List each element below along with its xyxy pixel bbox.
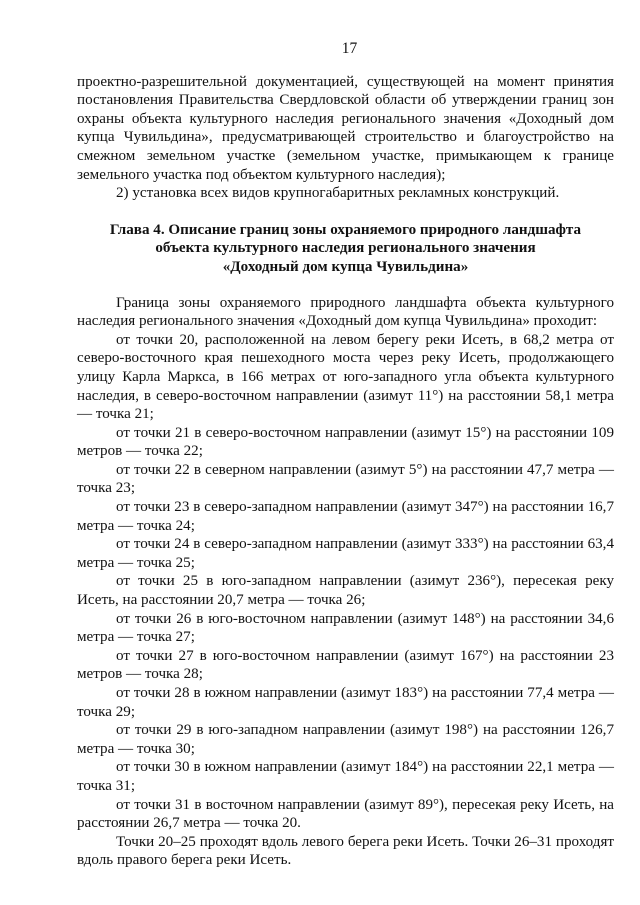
closing-paragraph: Точки 20–25 проходят вдоль левого берега реки Исеть. Точки 26–31 проходят вдоль правого берега реки Исеть. bbox=[77, 833, 614, 869]
boundary-segment: от точки 26 в юго-восточном направлении (азимут 148°) на расстоянии 34,6 метра — точка 27; bbox=[77, 610, 614, 646]
boundary-segment: от точки 22 в северном направлении (азимут 5°) на расстоянии 47,7 метра — точка 23; bbox=[77, 461, 614, 497]
boundary-intro-paragraph: Граница зоны охраняемого природного ландшафта объекта культурного наследия регионального значения «Доходный дом купца Чувильдина» проходит: bbox=[77, 294, 614, 330]
chapter-heading-line-3: «Доходный дом купца Чувильдина» bbox=[222, 258, 469, 275]
chapter-heading-line-1: Глава 4. Описание границ зоны охраняемого природного ландшафта bbox=[109, 221, 582, 238]
document-page bbox=[77, 40, 614, 870]
boundary-segment: от точки 31 в восточном направлении (азимут 89°), пересекая реку Исеть, на расстоянии 26,7 метра — точка 20. bbox=[77, 796, 614, 832]
chapter-heading bbox=[77, 221, 614, 277]
boundary-segment: от точки 21 в северо-восточном направлении (азимут 15°) на расстоянии 109 метров — точка 22; bbox=[77, 424, 614, 460]
boundary-segment: от точки 20, расположенной на левом берегу реки Исеть, в 68,2 метра от северо-восточного края пешеходного моста через реку Исеть, продолжающего улицу Карла Маркса, в 166 метрах от юго-западного угла объекта культурного наследия, в северо-восточном направлении (азимут 11°) на расстоянии 58,1 метра — точка 21; bbox=[77, 331, 614, 423]
boundary-segment: от точки 24 в северо-западном направлении (азимут 333°) на расстоянии 63,4 метра — точка 25; bbox=[77, 536, 614, 571]
boundary-segment: от точки 25 в юго-западном направлении (азимут 236°), пересекая реку Исеть, на расстоянии 20,7 метра — точка 26; bbox=[77, 573, 614, 609]
chapter-heading-line-2: объекта культурного наследия регионального значения bbox=[155, 240, 536, 257]
boundary-segment: от точки 30 в южном направлении (азимут 184°) на расстоянии 22,1 метра — точка 31; bbox=[77, 759, 614, 794]
boundary-segment: от точки 23 в северо-западном направлении (азимут 347°) на расстоянии 16,7 метра — точка 24; bbox=[77, 499, 614, 534]
boundary-segments-list bbox=[77, 331, 614, 833]
boundary-segment: от точки 29 в юго-западном направлении (азимут 198°) на расстоянии 126,7 метра — точка 30; bbox=[77, 722, 614, 757]
list-item-2: 2) установка всех видов крупногабаритных рекламных конструкций. bbox=[116, 185, 560, 202]
boundary-segment: от точки 27 в юго-восточном направлении (азимут 167°) на расстоянии 23 метров — точка 28; bbox=[77, 647, 614, 683]
page-number: 17 bbox=[341, 40, 358, 57]
intro-paragraph: проектно-разрешительной документацией, существующей на момент принятия постановления Правительства Свердловской области об утверждении границ зон охраны объекта культурного наследия регионального значения «Доходный дом купца Чувильдина», предусматривающей строительство и благоустройство на смежном земельном участке (земельном участке, примыкающем к границе земельного участка под объектом культурного наследия); bbox=[77, 73, 614, 183]
boundary-segment: от точки 28 в южном направлении (азимут 183°) на расстоянии 77,4 метра — точка 29; bbox=[77, 685, 614, 720]
